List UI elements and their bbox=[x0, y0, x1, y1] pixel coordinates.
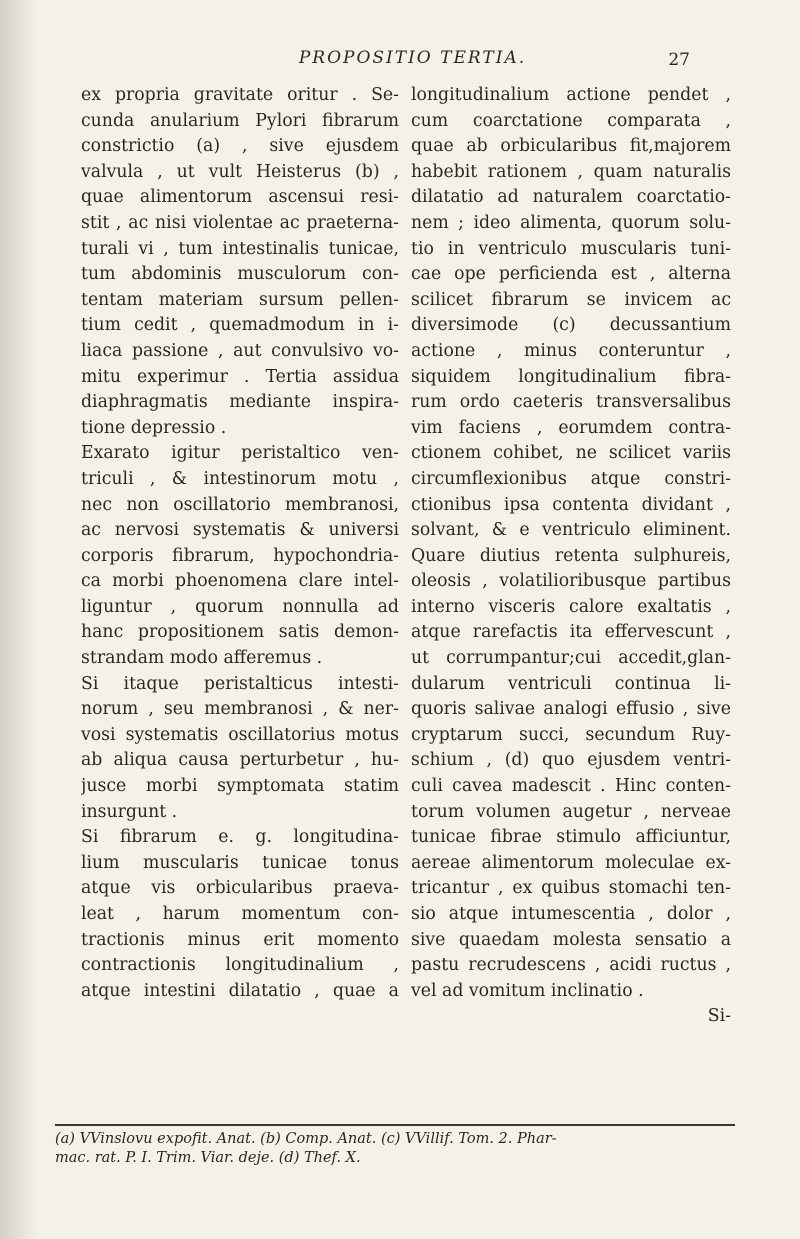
text-line: atque vis orbicularibus praeva- bbox=[81, 878, 399, 899]
text-line: cae ope perficienda est , alterna bbox=[411, 264, 731, 285]
text-line: habebit rationem , quam naturalis bbox=[411, 161, 731, 182]
text-line: tio in ventriculo muscularis tuni- bbox=[411, 238, 731, 259]
text-line: insurgunt . bbox=[81, 801, 178, 822]
text-line: ab aliqua causa perturbetur , hu- bbox=[81, 750, 399, 771]
text-line: dilatatio ad naturalem coarctatio- bbox=[411, 187, 731, 208]
text-line: pastu recrudescens , acidi ructus , bbox=[411, 955, 731, 976]
text-line: aereae alimentorum moleculae ex- bbox=[411, 852, 731, 873]
text-line: torum volumen augetur , nerveae bbox=[411, 801, 731, 822]
text-line: tunicae fibrae stimulo afficiuntur, bbox=[411, 827, 731, 848]
text-line: stit , ac nisi violentae ac praeterna- bbox=[81, 212, 399, 233]
text-line: tione depressio . bbox=[81, 417, 227, 438]
text-line: ac nervosi systematis & universi bbox=[81, 520, 399, 541]
text-line: tractionis minus erit momento bbox=[81, 929, 399, 950]
text-line: atque intestini dilatatio , quae a bbox=[81, 980, 399, 1001]
text-line: quae ab orbicularibus fit,majorem bbox=[411, 136, 731, 157]
text-line: nem ; ideo alimenta, quorum solu- bbox=[411, 212, 731, 233]
text-line: interno visceris calore exaltatis , bbox=[411, 596, 731, 617]
text-line: scilicet fibrarum se invicem ac bbox=[411, 289, 731, 310]
page-gutter-shadow bbox=[0, 0, 40, 1239]
text-line: sio atque intumescentia , dolor , bbox=[411, 904, 731, 924]
text-line: circumflexionibus atque constri- bbox=[411, 468, 731, 489]
text-line: cunda anularium Pylori fibrarum bbox=[81, 110, 399, 131]
text-line: Quare diutius retenta sulphureis, bbox=[411, 545, 731, 566]
text-line: siquidem longitudinalium fibra- bbox=[411, 366, 731, 387]
text-line: quae alimentorum ascensui resi- bbox=[81, 187, 399, 208]
text-line: tium cedit , quemadmodum in i- bbox=[81, 315, 399, 336]
text-line: Exarato igitur peristaltico ven- bbox=[81, 443, 399, 464]
footnote-line: (a) VVinslovu expofit. Anat. (b) Comp. Anat. (c) VVillif. Tom. 2. Phar- bbox=[55, 1131, 557, 1147]
text-line: nec non oscillatorio membranosi, bbox=[81, 494, 399, 515]
text-line: strandam modo afferemus . bbox=[81, 648, 323, 669]
text-line: Si itaque peristalticus intesti- bbox=[81, 673, 399, 694]
text-line: quoris salivae analogi effusio , sive bbox=[411, 699, 731, 720]
text-line: vel ad vomitum inclinatio . bbox=[411, 980, 644, 1001]
text-line: rum ordo caeteris transversalibus bbox=[411, 392, 731, 413]
text-line: sive quaedam molesta sensatio a bbox=[411, 929, 731, 950]
text-line: solvant, & e ventriculo eliminent. bbox=[411, 520, 731, 541]
text-line: ex propria gravitate oritur . Se- bbox=[81, 85, 399, 105]
text-line: valvula , ut vult Heisterus (b) , bbox=[81, 161, 399, 182]
text-line: oleosis , volatilioribusque partibus bbox=[411, 571, 731, 592]
text-line: norum , seu membranosi , & ner- bbox=[81, 699, 399, 720]
text-line: turali vi , tum intestinalis tunicae, bbox=[81, 238, 399, 259]
text-line: tum abdominis musculorum con- bbox=[81, 264, 399, 285]
text-line: Si- bbox=[707, 1006, 731, 1027]
text-line: cum coarctatione comparata , bbox=[411, 110, 731, 131]
right-text-column bbox=[411, 83, 731, 1030]
text-line: tentam materiam sursum pellen- bbox=[81, 289, 399, 310]
text-line: tricantur , ex quibus stomachi ten- bbox=[411, 878, 731, 899]
text-line: culi cavea madescit . Hinc conten- bbox=[411, 776, 731, 797]
text-line: ctionem cohibet, ne scilicet variis bbox=[411, 443, 731, 464]
running-title: PROPOSITIO TERTIA. bbox=[298, 48, 527, 68]
text-line: mitu experimur . Tertia assidua bbox=[81, 366, 399, 387]
text-line: constrictio (a) , sive ejusdem bbox=[81, 136, 399, 157]
footnotes bbox=[55, 1130, 745, 1168]
text-line: vosi systematis oscillatorius motus bbox=[81, 724, 399, 745]
text-line: Si fibrarum e. g. longitudina- bbox=[81, 827, 399, 848]
text-line: leat , harum momentum con- bbox=[81, 904, 399, 924]
page-number: 27 bbox=[668, 50, 690, 70]
text-line: schium , (d) quo ejusdem ventri- bbox=[411, 750, 731, 771]
text-line: atque rarefactis ita effervescunt , bbox=[411, 622, 731, 643]
text-line: ut corrumpantur;cui accedit,glan- bbox=[411, 648, 731, 669]
text-line: ca morbi phoenomena clare intel- bbox=[81, 571, 399, 592]
text-line: dularum ventriculi continua li- bbox=[411, 673, 731, 694]
text-line: corporis fibrarum, hypochondria- bbox=[81, 545, 399, 566]
text-line: actione , minus conteruntur , bbox=[411, 340, 731, 361]
text-line: jusce morbi symptomata statim bbox=[81, 776, 399, 797]
footnote-rule bbox=[55, 1124, 735, 1126]
text-line: vim faciens , eorumdem contra- bbox=[411, 417, 731, 438]
text-line: diaphragmatis mediante inspira- bbox=[81, 392, 399, 413]
text-line: triculi , & intestinorum motu , bbox=[81, 468, 399, 489]
text-line: liguntur , quorum nonnulla ad bbox=[81, 596, 399, 617]
text-line: contractionis longitudinalium , bbox=[81, 955, 399, 976]
left-text-column bbox=[81, 83, 399, 1004]
text-line: cryptarum succi, secundum Ruy- bbox=[411, 724, 731, 745]
text-line: longitudinalium actione pendet , bbox=[411, 85, 731, 105]
text-line: ctionibus ipsa contenta dividant , bbox=[411, 494, 731, 515]
text-line: liaca passione , aut convulsivo vo- bbox=[81, 340, 399, 361]
footnote-line: mac. rat. P. I. Trim. Viar. deje. (d) Thef. X. bbox=[55, 1150, 361, 1166]
text-line: hanc propositionem satis demon- bbox=[81, 622, 399, 643]
text-line: lium muscularis tunicae tonus bbox=[81, 852, 399, 873]
text-line: diversimode (c) decussantium bbox=[411, 315, 731, 336]
